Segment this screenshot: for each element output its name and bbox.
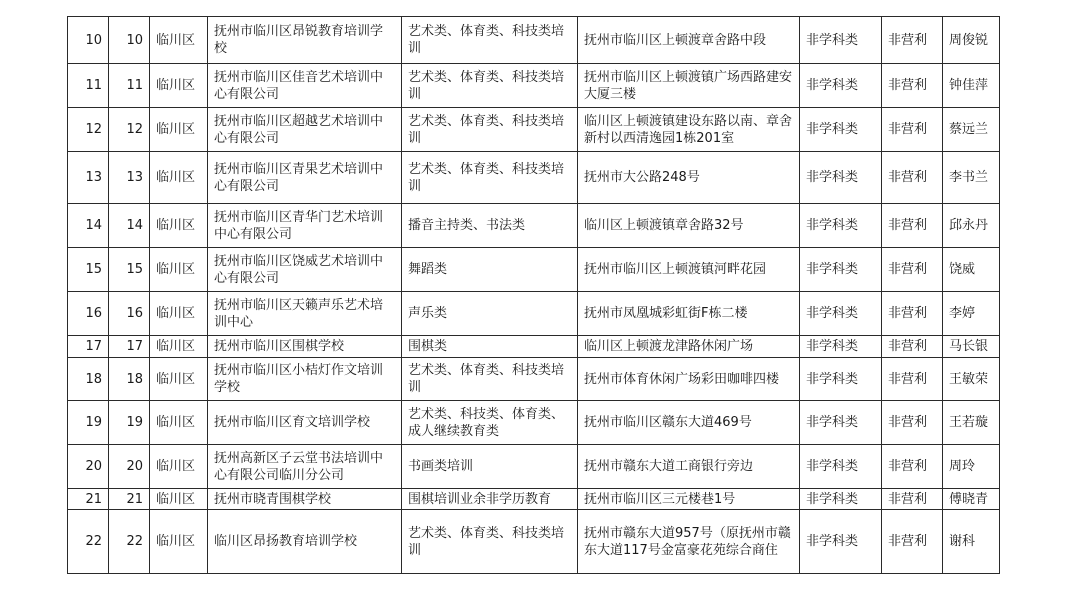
row-id: 19 (109, 401, 150, 445)
district-cell: 临川区 (150, 445, 208, 489)
address-cell: 抚州市临川区三元楼巷1号 (578, 489, 800, 510)
subject-type-cell: 非学科类 (800, 204, 882, 248)
training-category-cell: 艺术类、体育类、科技类培训 (402, 108, 578, 152)
table-body (68, 17, 1000, 574)
legal-person-cell: 周玲 (943, 445, 1000, 489)
subject-type-cell: 非学科类 (800, 292, 882, 336)
address-cell: 抚州市凤凰城彩虹街F栋二楼 (578, 292, 800, 336)
address-cell: 临川区上顿渡镇章舍路32号 (578, 204, 800, 248)
subject-type-cell: 非学科类 (800, 248, 882, 292)
row-number: 17 (68, 336, 109, 358)
table-row (68, 248, 1000, 292)
training-category-cell: 播音主持类、书法类 (402, 204, 578, 248)
training-category-cell: 舞蹈类 (402, 248, 578, 292)
profit-status-cell: 非营利 (882, 510, 943, 574)
institution-table (67, 16, 1000, 574)
subject-type-cell: 非学科类 (800, 401, 882, 445)
row-id: 20 (109, 445, 150, 489)
row-id: 14 (109, 204, 150, 248)
institution-name-cell: 抚州市临川区超越艺术培训中心有限公司 (208, 108, 402, 152)
table-row (68, 401, 1000, 445)
subject-type-cell: 非学科类 (800, 510, 882, 574)
institution-name-cell: 抚州市临川区小桔灯作文培训学校 (208, 358, 402, 401)
row-id: 13 (109, 152, 150, 204)
subject-type-cell: 非学科类 (800, 358, 882, 401)
row-id: 15 (109, 248, 150, 292)
district-cell: 临川区 (150, 358, 208, 401)
address-cell: 抚州市体育休闲广场彩田咖啡四楼 (578, 358, 800, 401)
legal-person-cell: 马长银 (943, 336, 1000, 358)
row-number: 20 (68, 445, 109, 489)
district-cell: 临川区 (150, 489, 208, 510)
row-number: 22 (68, 510, 109, 574)
table-row (68, 489, 1000, 510)
institution-name-cell: 抚州市临川区青华门艺术培训中心有限公司 (208, 204, 402, 248)
profit-status-cell: 非营利 (882, 204, 943, 248)
table-row (68, 336, 1000, 358)
row-number: 13 (68, 152, 109, 204)
subject-type-cell: 非学科类 (800, 17, 882, 64)
row-id: 21 (109, 489, 150, 510)
profit-status-cell: 非营利 (882, 248, 943, 292)
row-id: 12 (109, 108, 150, 152)
profit-status-cell: 非营利 (882, 292, 943, 336)
row-number: 16 (68, 292, 109, 336)
institution-name-cell: 抚州市临川区佳音艺术培训中心有限公司 (208, 64, 402, 108)
institution-name-cell: 抚州高新区子云堂书法培训中心有限公司临川分公司 (208, 445, 402, 489)
row-number: 15 (68, 248, 109, 292)
row-id: 22 (109, 510, 150, 574)
row-number: 18 (68, 358, 109, 401)
district-cell: 临川区 (150, 64, 208, 108)
row-id: 11 (109, 64, 150, 108)
profit-status-cell: 非营利 (882, 358, 943, 401)
district-cell: 临川区 (150, 336, 208, 358)
institution-name-cell: 抚州市晓青围棋学校 (208, 489, 402, 510)
table-row (68, 358, 1000, 401)
address-cell: 抚州市临川区上顿渡章舍路中段 (578, 17, 800, 64)
address-cell: 抚州市大公路248号 (578, 152, 800, 204)
row-number: 14 (68, 204, 109, 248)
district-cell: 临川区 (150, 108, 208, 152)
subject-type-cell: 非学科类 (800, 489, 882, 510)
row-number: 12 (68, 108, 109, 152)
profit-status-cell: 非营利 (882, 152, 943, 204)
profit-status-cell: 非营利 (882, 108, 943, 152)
legal-person-cell: 傅晓青 (943, 489, 1000, 510)
row-number: 19 (68, 401, 109, 445)
training-category-cell: 声乐类 (402, 292, 578, 336)
address-cell: 临川区上顿渡镇建设东路以南、章舍新村以西清逸园1栋201室 (578, 108, 800, 152)
legal-person-cell: 李婷 (943, 292, 1000, 336)
institution-name-cell: 抚州市临川区育文培训学校 (208, 401, 402, 445)
institution-name-cell: 抚州市临川区饶威艺术培训中心有限公司 (208, 248, 402, 292)
row-number: 10 (68, 17, 109, 64)
profit-status-cell: 非营利 (882, 445, 943, 489)
district-cell: 临川区 (150, 510, 208, 574)
profit-status-cell: 非营利 (882, 17, 943, 64)
subject-type-cell: 非学科类 (800, 336, 882, 358)
district-cell: 临川区 (150, 292, 208, 336)
training-category-cell: 艺术类、科技类、体育类、成人继续教育类 (402, 401, 578, 445)
institution-name-cell: 抚州市临川区青果艺术培训中心有限公司 (208, 152, 402, 204)
profit-status-cell: 非营利 (882, 401, 943, 445)
address-cell: 抚州市临川区赣东大道469号 (578, 401, 800, 445)
legal-person-cell: 钟佳萍 (943, 64, 1000, 108)
institution-name-cell: 抚州市临川区天籁声乐艺术培训中心 (208, 292, 402, 336)
training-category-cell: 书画类培训 (402, 445, 578, 489)
address-cell: 临川区上顿渡龙津路休闲广场 (578, 336, 800, 358)
legal-person-cell: 谢科 (943, 510, 1000, 574)
legal-person-cell: 李书兰 (943, 152, 1000, 204)
table-row (68, 108, 1000, 152)
address-cell: 抚州市赣东大道工商银行旁边 (578, 445, 800, 489)
training-category-cell: 艺术类、体育类、科技类培训 (402, 510, 578, 574)
subject-type-cell: 非学科类 (800, 64, 882, 108)
profit-status-cell: 非营利 (882, 64, 943, 108)
subject-type-cell: 非学科类 (800, 108, 882, 152)
institution-name-cell: 抚州市临川区围棋学校 (208, 336, 402, 358)
profit-status-cell: 非营利 (882, 336, 943, 358)
institution-name-cell: 临川区昂扬教育培训学校 (208, 510, 402, 574)
institution-name-cell: 抚州市临川区昂锐教育培训学校 (208, 17, 402, 64)
address-cell: 抚州市临川区上顿渡镇广场西路建安大厦三楼 (578, 64, 800, 108)
address-cell: 抚州市赣东大道957号（原抚州市赣东大道117号金富豪花苑综合商住 (578, 510, 800, 574)
table-row (68, 445, 1000, 489)
subject-type-cell: 非学科类 (800, 445, 882, 489)
row-number: 11 (68, 64, 109, 108)
table-row (68, 152, 1000, 204)
training-category-cell: 围棋培训业余非学历教育 (402, 489, 578, 510)
table-row (68, 510, 1000, 574)
training-category-cell: 艺术类、体育类、科技类培训 (402, 64, 578, 108)
table-row (68, 17, 1000, 64)
table-row (68, 64, 1000, 108)
profit-status-cell: 非营利 (882, 489, 943, 510)
row-number: 21 (68, 489, 109, 510)
subject-type-cell: 非学科类 (800, 152, 882, 204)
table-row (68, 204, 1000, 248)
training-category-cell: 艺术类、体育类、科技类培训 (402, 152, 578, 204)
district-cell: 临川区 (150, 401, 208, 445)
row-id: 10 (109, 17, 150, 64)
district-cell: 临川区 (150, 204, 208, 248)
legal-person-cell: 蔡远兰 (943, 108, 1000, 152)
district-cell: 临川区 (150, 248, 208, 292)
legal-person-cell: 王敏荣 (943, 358, 1000, 401)
district-cell: 临川区 (150, 17, 208, 64)
row-id: 18 (109, 358, 150, 401)
legal-person-cell: 饶威 (943, 248, 1000, 292)
legal-person-cell: 王若璇 (943, 401, 1000, 445)
legal-person-cell: 周俊锐 (943, 17, 1000, 64)
row-id: 16 (109, 292, 150, 336)
training-category-cell: 围棋类 (402, 336, 578, 358)
training-category-cell: 艺术类、体育类、科技类培训 (402, 358, 578, 401)
address-cell: 抚州市临川区上顿渡镇河畔花园 (578, 248, 800, 292)
training-category-cell: 艺术类、体育类、科技类培训 (402, 17, 578, 64)
district-cell: 临川区 (150, 152, 208, 204)
table-row (68, 292, 1000, 336)
legal-person-cell: 邱永丹 (943, 204, 1000, 248)
row-id: 17 (109, 336, 150, 358)
